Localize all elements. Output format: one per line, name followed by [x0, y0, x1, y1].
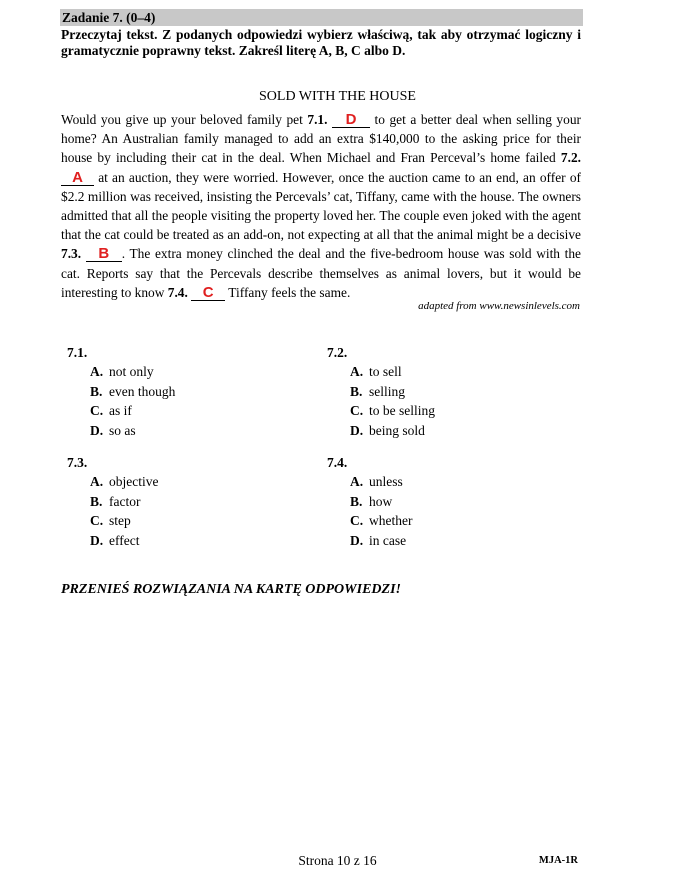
gap-number: 7.1.: [307, 112, 328, 127]
option-text: even though: [109, 383, 176, 399]
option-text: so as: [109, 423, 136, 439]
question-number: 7.4.: [327, 455, 348, 470]
option-letter: B.: [90, 383, 103, 399]
article-source: adapted from www.newsinlevels.com: [418, 300, 580, 312]
question-number: 7.2.: [327, 345, 348, 360]
option-letter: A.: [90, 364, 104, 379]
option-letter: C.: [90, 403, 104, 419]
option-letter: C.: [350, 403, 364, 419]
option-letter: D.: [90, 533, 104, 549]
answer-mark: C: [202, 283, 214, 301]
option-c[interactable]: [90, 401, 175, 421]
question-number: 7.1.: [67, 345, 88, 360]
gap-7-2[interactable]: [61, 168, 94, 186]
option-a[interactable]: [350, 362, 435, 382]
option-text: unless: [369, 474, 403, 489]
option-d[interactable]: [350, 531, 412, 551]
gap-7-4[interactable]: [191, 283, 225, 301]
option-text: to be selling: [369, 403, 435, 419]
option-a[interactable]: [90, 362, 175, 382]
option-text: selling: [369, 383, 405, 399]
option-a[interactable]: [90, 472, 158, 492]
option-a[interactable]: [350, 472, 412, 492]
option-b[interactable]: [90, 492, 158, 512]
option-letter: A.: [350, 364, 364, 379]
option-letter: B.: [350, 383, 363, 399]
option-letter: C.: [350, 513, 364, 529]
article-text: [61, 110, 581, 302]
option-letter: D.: [90, 423, 104, 439]
option-text: factor: [109, 493, 141, 509]
option-text: to sell: [369, 364, 402, 379]
option-b[interactable]: [90, 382, 175, 402]
question-number: 7.3.: [67, 455, 88, 470]
page-number: Strona 10 z 16: [298, 853, 377, 868]
article-segment: Tiffany feels the same.: [225, 284, 351, 300]
transfer-answers-note: PRZENIEŚ ROZWIĄZANIA NA KARTĘ ODPOWIEDZI!: [61, 582, 401, 597]
article-segment: at an auction, they were worried. However, once the auction came to an end, an offer of $2.2 million was received, insisting the Percevals’ cat, Tiffany, came with the house. The owners admitted that all the people visiting the property loved her. The couple even joked with the agent that the cat could be treated as an add-on, not expecting at all that the animal might be a decisive: [61, 169, 581, 243]
option-d[interactable]: [90, 531, 158, 551]
gap-number: 7.4.: [167, 284, 188, 300]
option-text: being sold: [369, 423, 425, 439]
option-text: in case: [369, 533, 407, 549]
option-letter: D.: [350, 533, 364, 549]
option-c[interactable]: [350, 511, 412, 531]
question-7-4: [327, 455, 412, 551]
option-b[interactable]: [350, 492, 412, 512]
option-text: whether: [369, 513, 413, 529]
option-c[interactable]: [90, 511, 158, 531]
exam-code: MJA-1R: [538, 855, 578, 866]
question-7-2: [327, 345, 435, 441]
article-title: SOLD WITH THE HOUSE: [259, 89, 416, 104]
option-letter: B.: [350, 493, 363, 509]
question-7-3: [67, 455, 158, 551]
option-letter: A.: [350, 474, 364, 489]
answer-mark: B: [98, 245, 110, 263]
gap-number: 7.3.: [61, 246, 82, 262]
option-text: as if: [109, 403, 132, 419]
gap-7-3[interactable]: [86, 247, 122, 262]
option-letter: B.: [90, 493, 103, 509]
option-text: how: [369, 493, 393, 509]
task-instructions: Przeczytaj tekst. Z podanych odpowiedzi wybierz właściwą, tak aby otrzymać logiczny i gramatycznie poprawny tekst. Zakreśl literę A, B, C albo D.: [61, 27, 581, 58]
article-segment: to get a better deal when selling your home? An Australian family managed to add an extra $140,000 to the asking price for their house by including their cat in the deal. When Michael and Fran Perceval’s home failed: [61, 112, 581, 166]
option-c[interactable]: [350, 401, 435, 421]
article-segment: Would you give up your beloved family pet: [61, 112, 308, 127]
option-letter: C.: [90, 513, 104, 529]
gap-number: 7.2.: [560, 150, 581, 166]
task-title: Zadanie 7. (0–4): [62, 10, 156, 25]
option-text: step: [109, 513, 131, 529]
answer-mark: D: [345, 111, 357, 128]
option-text: effect: [109, 533, 140, 549]
option-letter: A.: [90, 474, 104, 489]
answer-mark: A: [72, 168, 83, 186]
option-letter: D.: [350, 423, 364, 439]
option-d[interactable]: [90, 421, 175, 441]
option-text: not only: [109, 364, 154, 379]
option-d[interactable]: [350, 421, 435, 441]
question-7-1: [67, 345, 175, 441]
option-text: objective: [109, 474, 159, 489]
gap-7-1[interactable]: [332, 113, 370, 128]
option-b[interactable]: [350, 382, 435, 402]
article-segment: . The extra money clinched the deal and the five-bedroom house was sold with the cat. Reports say that the Percevals describe themselves as animal lovers, but it would be interesting to know: [61, 246, 582, 300]
